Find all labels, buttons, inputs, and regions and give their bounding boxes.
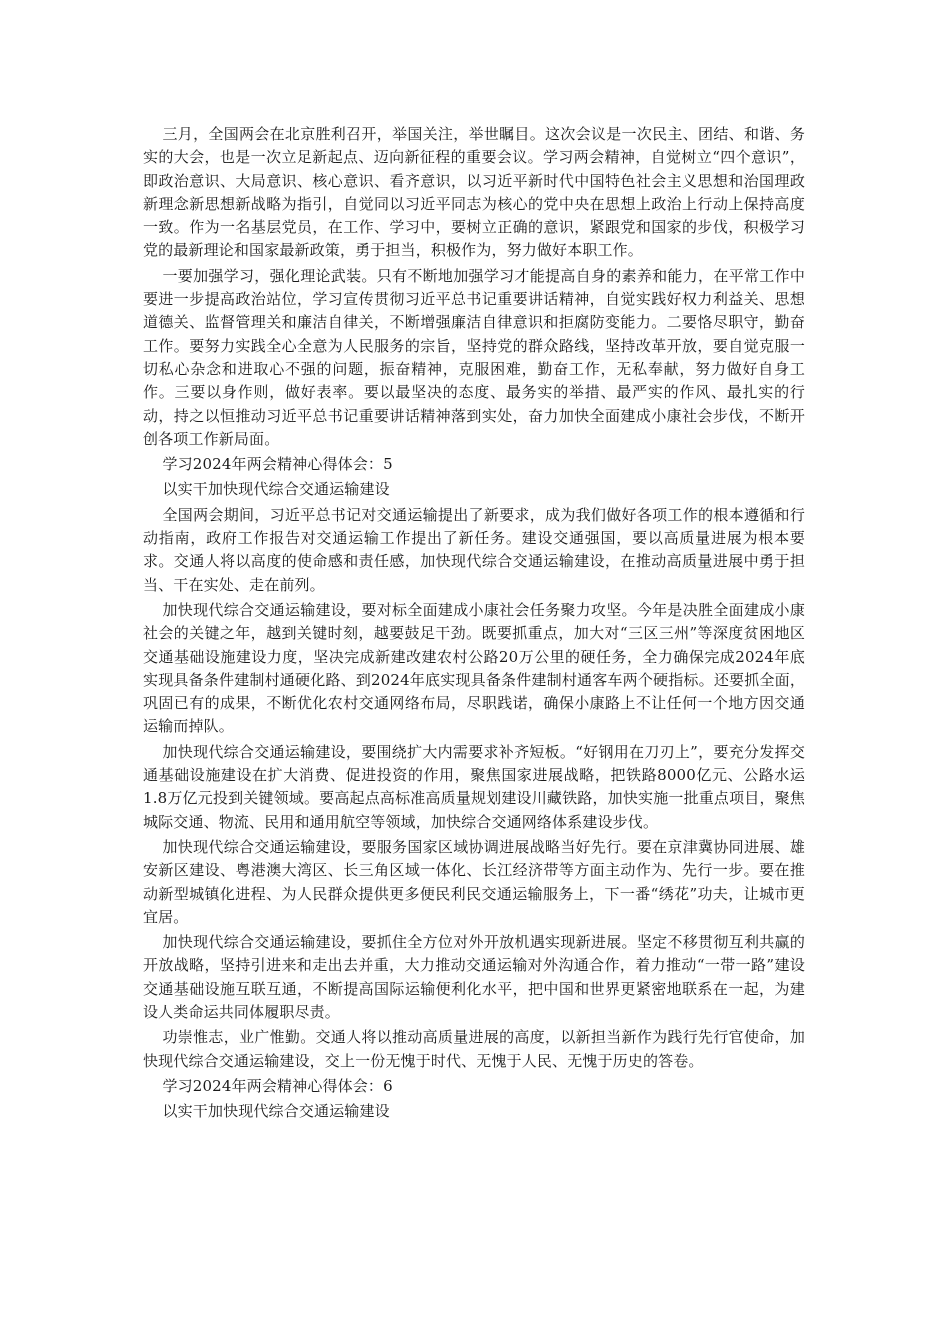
paragraph-domestic-demand: 加快现代综合交通运输建设，要围绕扩大内需要求补齐短板。“好钢用在刀刃上”，要充分发挥交通基础设施建设在扩大消费、促进投资的作用，聚焦国家进展战略，把铁路8000亿元、公路水运1.8万亿元投到关键领域。要高起点高标准高质量规划建设川藏铁路，加快实施一批重点项目，聚焦城际交通、物流、民用和通用航空等领域，加快综合交通网络体系建设步伐。: [143, 742, 805, 831]
paragraph-conclusion: 功崇惟志，业广惟勤。交通人将以推动高质量进展的高度，以新担当新作为践行先行官使命，加快现代综合交通运输建设，交上一份无愧于时代、无愧于人民、无愧于历史的答卷。: [143, 1028, 805, 1070]
paragraph-xiaokang: 加快现代综合交通运输建设，要对标全面建成小康社会任务聚力攻坚。今年是决胜全面建成小康社会的关键之年，越到关键时刻，越要鼓足干劲。既要抓重点，加大对“三区三州”等深度贫困地区交通基础设施建设力度，坚决完成新建改建农村公路20万公里的硬任务，全力确保完成2024年底实现具备条件建制村通硬化路、到2024年底实现具备条件建制村通客车两个硬指标。还要抓全面，巩固已有的成果，不断优化农村交通网络布局，尽职践诺，确保小康路上不让任何一个地方因交通运输而掉队。: [143, 600, 805, 736]
paragraph-opening-up: 加快现代综合交通运输建设，要抓住全方位对外开放机遇实现新进展。坚定不移贯彻互利共赢的开放战略，坚持引进来和走出去并重，大力推动交通运输对外沟通合作，着力推动“一带一路”建设交通基础设施互联互通，不断提高国际运输便利化水平，把中国和世界更紧密地联系在一起，为建设人类命运共同体履职尽责。: [143, 933, 805, 1021]
paragraph-transport-intro: 全国两会期间，习近平总书记对交通运输提出了新要求，成为我们做好各项工作的根本遵循和行动指南，政府工作报告对交通运输工作提出了新任务。建设交通强国，要以高质量进展为根本要求。交通人将以高度的使命感和责任感，加快现代综合交通运输建设，在推动高质量进展中勇于担当、干在实处、走在前列。: [143, 505, 805, 594]
paragraph-intro: 三月，全国两会在北京胜利召开，举国关注，举世瞩目。这次会议是一次民主、团结、和谐、务实的大会，也是一次立足新起点、迈向新征程的重要会议。学习两会精神，自觉树立“四个意识”，即政治意识、大局意识、核心意识、看齐意识，以习近平新时代中国特色社会主义思想和治国理政新理念新思想新战略为指引，自觉同以习近平同志为核心的党中央在思想上政治上行动上保持高度一致。作为一名基层党员，在工作、学习中，要树立正确的意识，紧跟党和国家的步伐，积极学习党的最新理论和国家最新政策，勇于担当，积极作为，努力做好本职工作。: [143, 125, 805, 260]
section-subtitle-6: 以实干加快现代综合交通运输建设: [162, 1102, 390, 1121]
document-body: [143, 123, 805, 1125]
section-subtitle-5: 以实干加快现代综合交通运输建设: [162, 480, 390, 499]
section-heading-6: 学习2024年两会精神心得体会：6: [162, 1076, 393, 1095]
paragraph-regional: 加快现代综合交通运输建设，要服务国家区域协调进展战略当好先行。要在京津冀协同进展、雄安新区建设、粤港澳大湾区、长三角区域一体化、长江经济带等方面主动作为、先行一步。要在推动新型城镇化进程、为人民群众提供更多便民利民交通运输服务上，下一番“绣花”功夫，让城市更宜居。: [143, 837, 805, 926]
section-heading-5: 学习2024年两会精神心得体会：5: [162, 455, 393, 474]
paragraph-three-requirements: 一要加强学习，强化理论武装。只有不断地加强学习才能提高自身的素养和能力，在平常工作中要进一步提高政治站位，学习宣传贯彻习近平总书记重要讲话精神，自觉实践好权力利益关、思想道德关、监督管理关和廉洁自律关，不断增强廉洁自律意识和拒腐防变能力。二要恪尽职守，勤奋工作。要努力实践全心全意为人民服务的宗旨，坚持党的群众路线，坚持改革开放，要自觉克服一切私心杂念和进取心不强的问题，振奋精神，克服困难，勤奋工作，无私奉献，努力做好自身工作。三要以身作则，做好表率。要以最坚决的态度、最务实的举措、最严实的作风、最扎实的行动，持之以恒推动习近平总书记重要讲话精神落到实处，奋力加快全面建成小康社会步伐，不断开创各项工作新局面。: [143, 266, 805, 448]
